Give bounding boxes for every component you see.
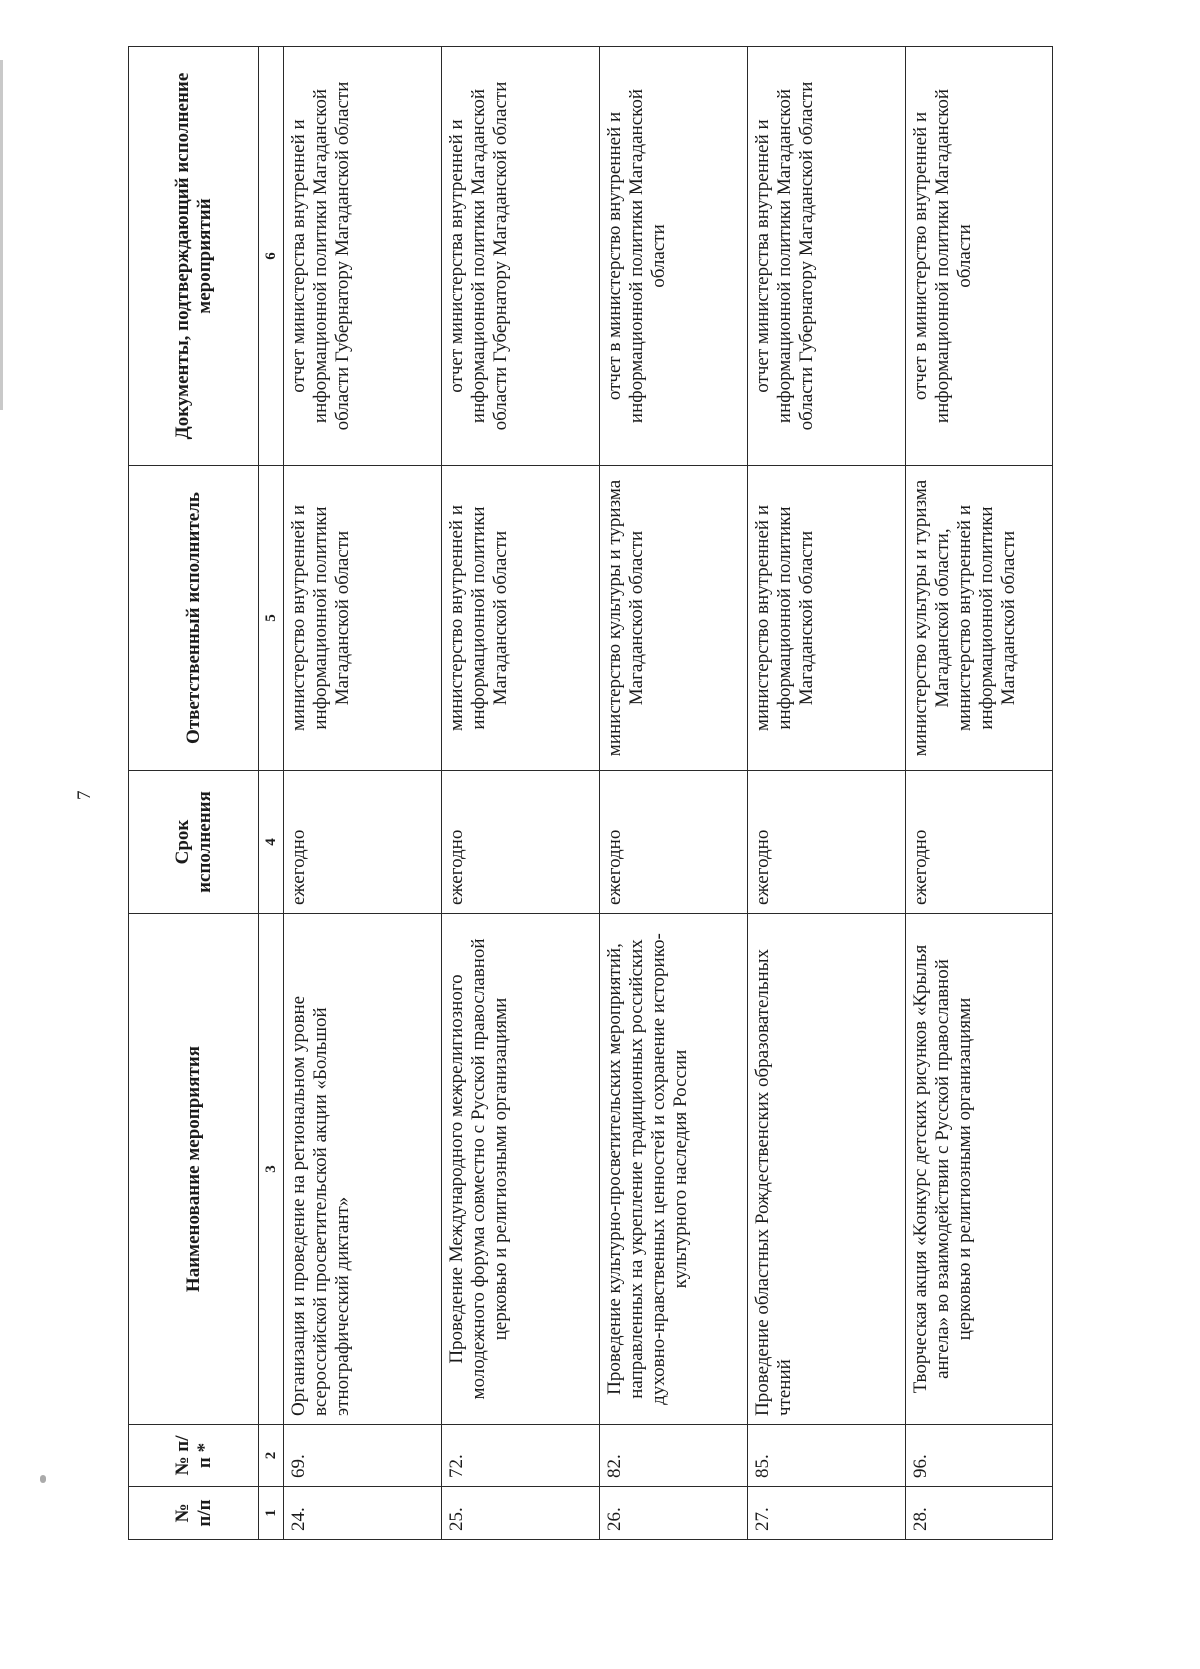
header-term: Срок исполнения bbox=[129, 771, 259, 914]
table-row bbox=[284, 47, 442, 1540]
row-number: 28. bbox=[906, 1487, 1053, 1540]
column-number: 6 bbox=[259, 47, 284, 466]
measure-term: ежегодно bbox=[442, 771, 600, 914]
row-number-alt: 82. bbox=[600, 1425, 748, 1487]
measure-name: Творческая акция «Конкурс детских рисунков «Крылья ангела» во взаимодействии с Русской православной церковью и религиозными организациями bbox=[906, 914, 1053, 1425]
measure-document: отчет министерства внутренней и информационной политики Магаданской области Губернатору Магаданской области bbox=[442, 47, 600, 466]
measure-executor: министерство внутренней и информационной политики Магаданской области bbox=[284, 466, 442, 771]
measure-document: отчет министерства внутренней и информационной политики Магаданской области Губернатору Магаданской области bbox=[284, 47, 442, 466]
column-number: 3 bbox=[259, 914, 284, 1425]
page-number: 7 bbox=[74, 790, 95, 800]
header-row bbox=[129, 47, 259, 1540]
measure-name: Организация и проведение на региональном уровне всероссийской просветительской акции «Большой этнографический диктант» bbox=[284, 914, 442, 1425]
table-row bbox=[906, 47, 1053, 1540]
measure-executor: министерство внутренней и информационной политики Магаданской области bbox=[748, 466, 906, 771]
measure-name: Проведение Международного межрелигиозного молодежного форума совместно с Русской православной церковью и религиозными организациями bbox=[442, 914, 600, 1425]
measures-table bbox=[128, 46, 1053, 1540]
scan-artifact bbox=[0, 60, 3, 410]
measure-executor: министерство культуры и туризма Магаданской области bbox=[600, 466, 748, 771]
rotated-page bbox=[128, 47, 1053, 1540]
header-num2: № п/п * bbox=[129, 1425, 259, 1487]
table-row bbox=[748, 47, 906, 1540]
measure-term: ежегодно bbox=[600, 771, 748, 914]
row-number: 26. bbox=[600, 1487, 748, 1540]
row-number-alt: 96. bbox=[906, 1425, 1053, 1487]
measure-term: ежегодно bbox=[284, 771, 442, 914]
header-executor: Ответственный исполнитель bbox=[129, 466, 259, 771]
measure-executor: министерство внутренней и информационной политики Магаданской области bbox=[442, 466, 600, 771]
column-number-row bbox=[259, 47, 284, 1540]
measure-document: отчет в министерство внутренней и информационной политики Магаданской области bbox=[906, 47, 1053, 466]
table-row bbox=[600, 47, 748, 1540]
column-number: 1 bbox=[259, 1487, 284, 1540]
header-name: Наименование мероприятия bbox=[129, 914, 259, 1425]
measure-name: Проведение культурно-просветительских мероприятий, направленных на укрепление традиционных российских духовно-нравственных ценностей и сохранение историко-культурного наследия России bbox=[600, 914, 748, 1425]
header-num: № п/п bbox=[129, 1487, 259, 1540]
measure-document: отчет в министерство внутренней и информационной политики Магаданской области bbox=[600, 47, 748, 466]
table-row bbox=[442, 47, 600, 1540]
scan-artifact bbox=[40, 1475, 46, 1483]
measure-name: Проведение областных Рождественских образовательных чтений bbox=[748, 914, 906, 1425]
header-document: Документы, подтверждающий исполнение мероприятий bbox=[129, 47, 259, 466]
row-number-alt: 69. bbox=[284, 1425, 442, 1487]
measure-executor: министерство культуры и туризма Магаданской области, министерство внутренней и информационной политики Магаданской области bbox=[906, 466, 1053, 771]
measure-document: отчет министерства внутренней и информационной политики Магаданской области Губернатору Магаданской области bbox=[748, 47, 906, 466]
row-number: 27. bbox=[748, 1487, 906, 1540]
column-number: 5 bbox=[259, 466, 284, 771]
row-number-alt: 85. bbox=[748, 1425, 906, 1487]
column-number: 4 bbox=[259, 771, 284, 914]
row-number-alt: 72. bbox=[442, 1425, 600, 1487]
measure-term: ежегодно bbox=[906, 771, 1053, 914]
row-number: 24. bbox=[284, 1487, 442, 1540]
column-number: 2 bbox=[259, 1425, 284, 1487]
measure-term: ежегодно bbox=[748, 771, 906, 914]
row-number: 25. bbox=[442, 1487, 600, 1540]
